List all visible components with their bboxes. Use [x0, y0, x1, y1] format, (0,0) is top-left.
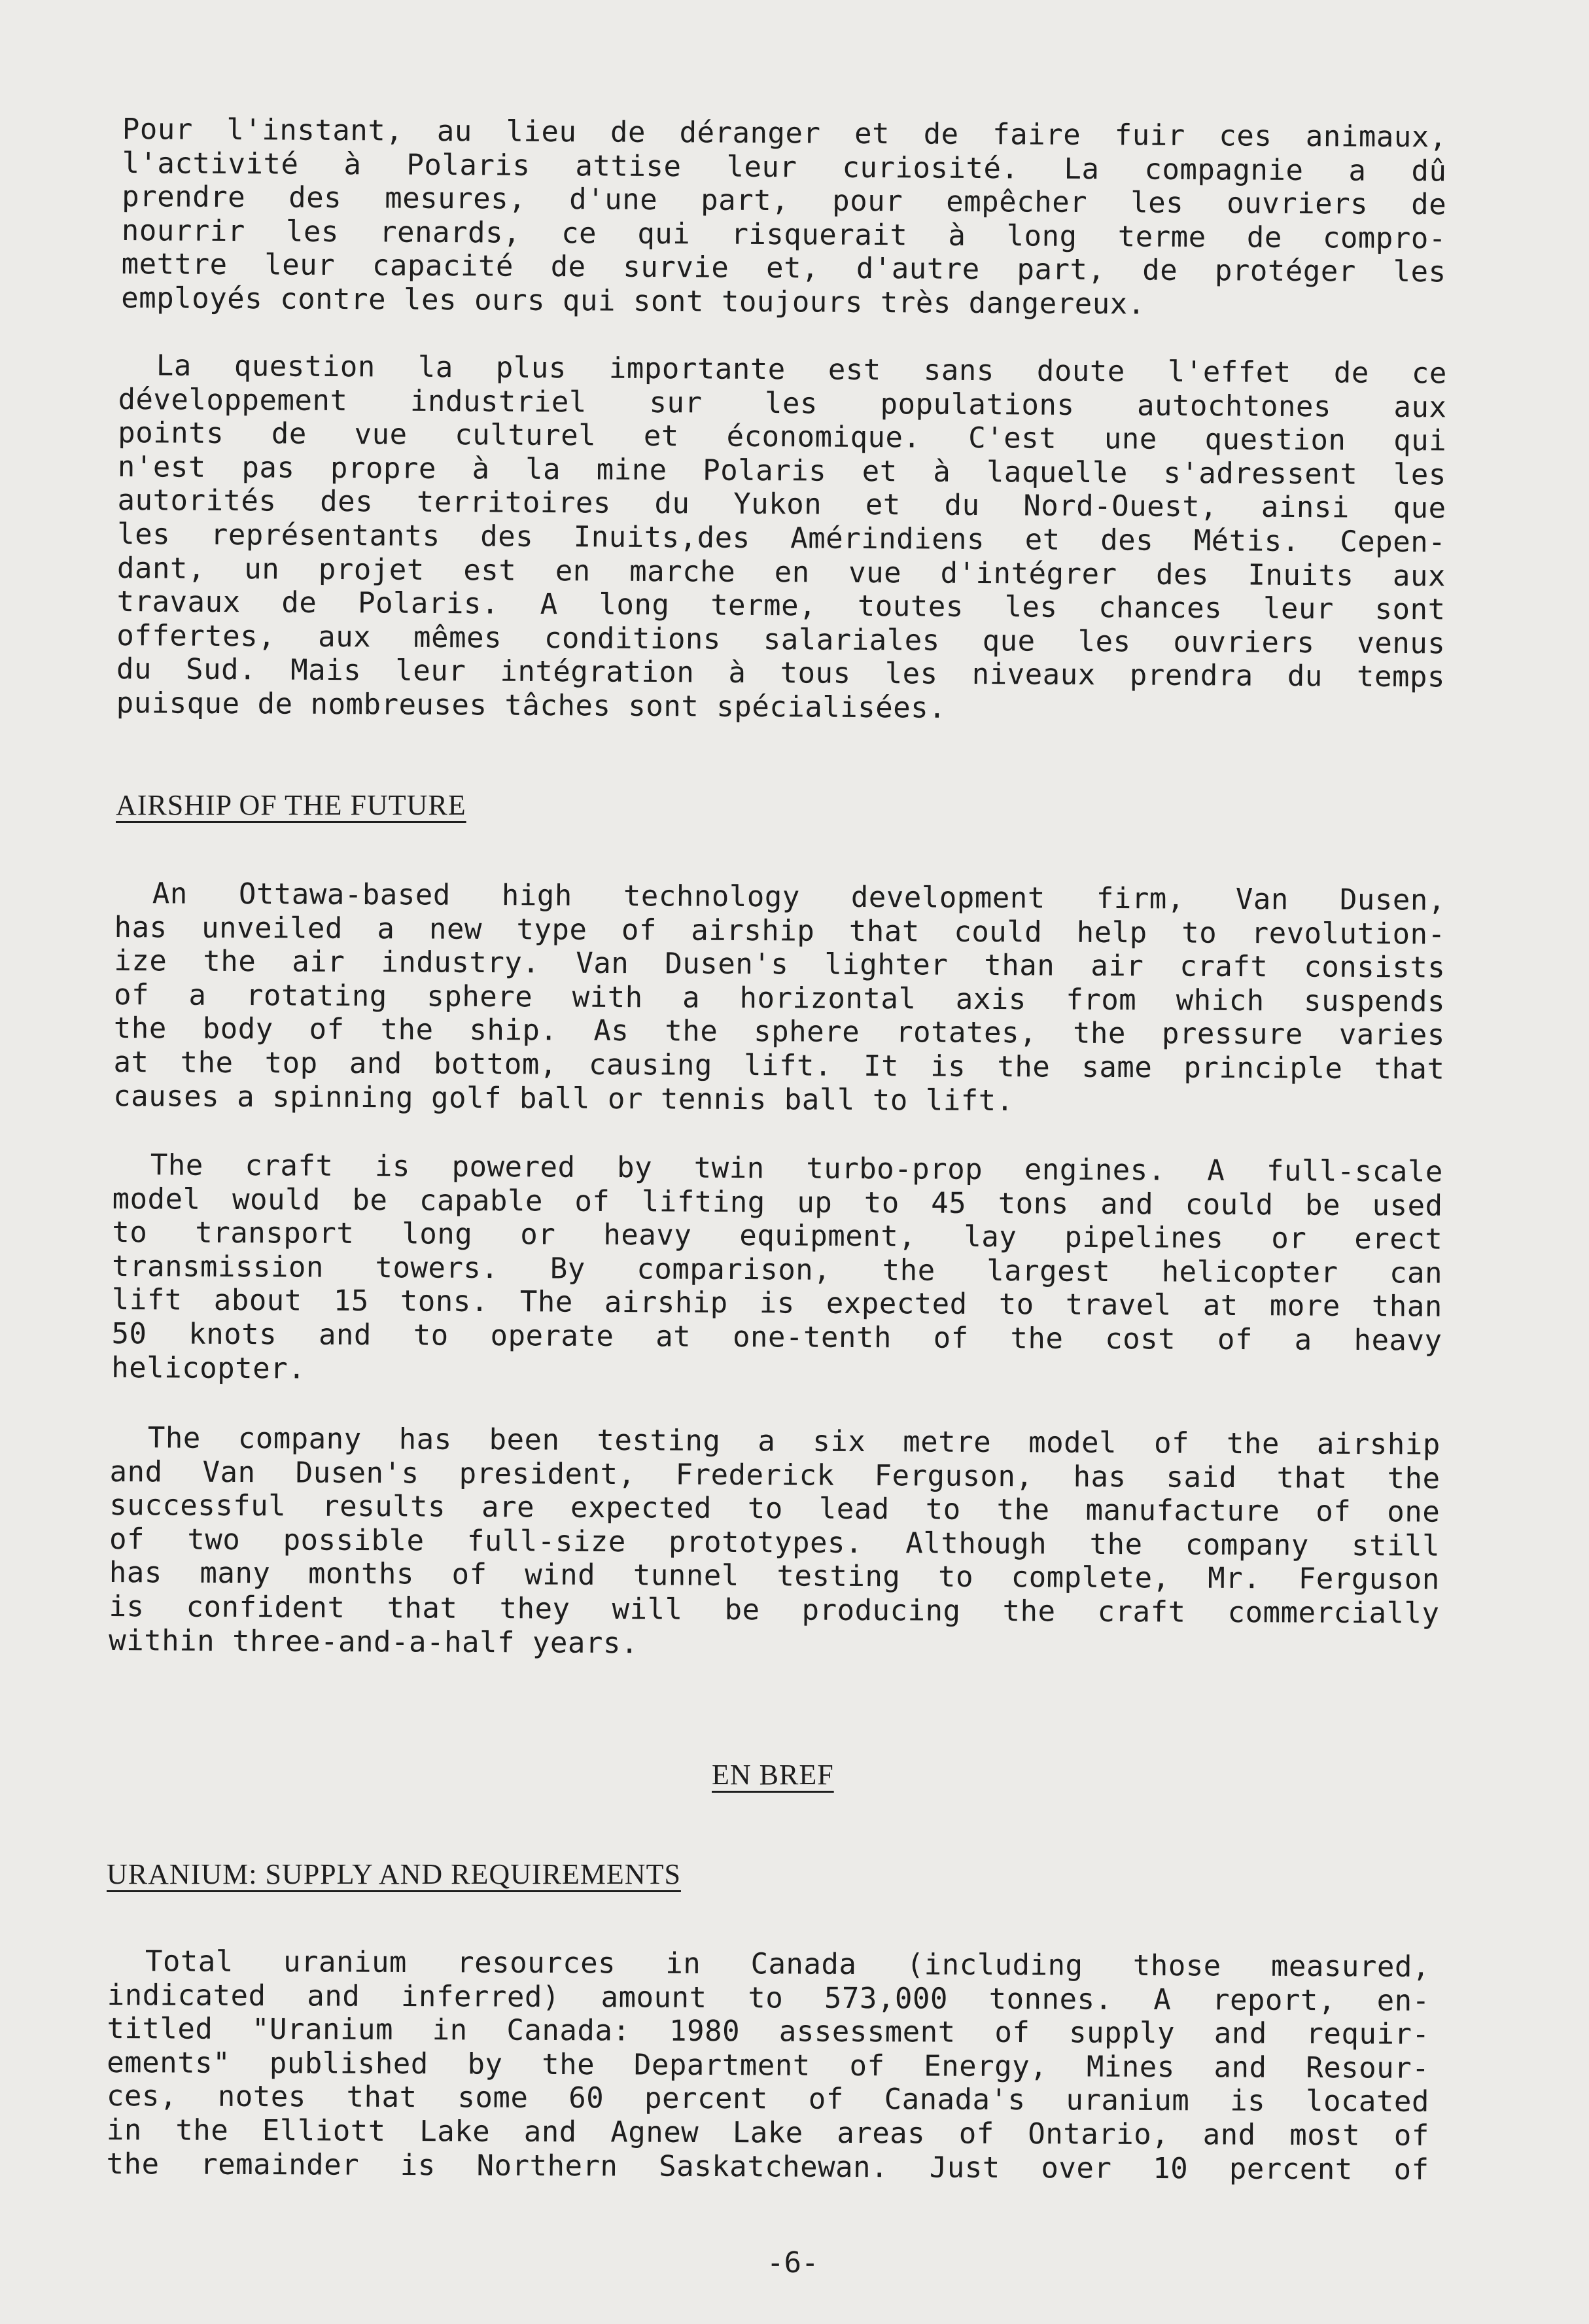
text-line: lift about 15 tons. The airship is expected to travel at more than: [111, 1283, 1442, 1324]
text-line: ces, notes that some 60 percent of Canada's uranium is located: [106, 2079, 1430, 2119]
text-line: [107, 1945, 1430, 1984]
text-line: 50 knots and to operate at one-tenth of the cost of a heavy: [111, 1316, 1442, 1358]
text-line-content: The craft is powered by twin turbo-prop engines. A full-scale: [150, 1148, 1443, 1189]
text-line: at the top and bottom, causing lift. It is the same principle that: [113, 1045, 1445, 1086]
page-number: -6-: [767, 2246, 819, 2280]
text-line-content: An Ottawa-based high technology development firm, Van Dusen,: [152, 877, 1446, 917]
text-line: développement industriel sur les populations autochtones aux: [118, 382, 1447, 424]
polaris-paragraph-2: [116, 349, 1447, 728]
en-bref-heading: EN BREF: [712, 1759, 834, 1791]
text-line: model would be capable of lifting up to 45 tons and could be used: [112, 1182, 1443, 1223]
text-line-content: Total uranium resources in Canada (including those measured,: [145, 1945, 1430, 1984]
text-line: travaux de Polaris. A long terme, toutes les chances leur sont: [116, 585, 1446, 627]
text-line: puisque de nombreuses tâches sont spécialisées.: [116, 686, 947, 725]
text-line: dant, un projet est en marche en vue d'intégrer des Inuits aux: [116, 551, 1446, 593]
text-line: points de vue culturel et économique. C'est une question qui: [118, 416, 1447, 458]
text-line: autorités des territoires du Yukon et du Nord-Ouest, ainsi que: [117, 484, 1446, 525]
text-line: du Sud. Mais leur intégration à tous les niveaux prendra du temps: [116, 652, 1446, 694]
text-line: les représentants des Inuits,des Amérindiens et des Métis. Cepen-: [117, 517, 1446, 559]
text-line: causes a spinning golf ball or tennis ball to lift.: [113, 1079, 1014, 1118]
text-line: within three-and-a-half years.: [109, 1623, 639, 1660]
text-line: titled "Uranium in Canada: 1980 assessment of supply and requir-: [107, 2012, 1430, 2052]
text-line: is confident that they will be producing the craft commercially: [109, 1589, 1440, 1630]
uranium-heading: URANIUM: SUPPLY AND REQUIREMENTS: [107, 1858, 681, 1890]
text-line: n'est pas propre à la mine Polaris et à laquelle s'adressent les: [117, 449, 1447, 492]
text-line-content: La question la plus importante est sans doute l'effet de ce: [156, 349, 1447, 391]
text-line: offertes, aux mêmes conditions salariales que les ouvriers venus: [116, 618, 1446, 661]
text-line: of two possible full-size prototypes. Although the company still: [109, 1522, 1441, 1563]
airship-heading: AIRSHIP OF THE FUTURE: [116, 789, 466, 821]
polaris-paragraph-1: [121, 113, 1447, 323]
text-line: in the Elliott Lake and Agnew Lake areas of Ontario, and most of: [106, 2113, 1429, 2153]
text-line: successful results are expected to lead to the manufacture of one: [109, 1488, 1441, 1529]
text-line-content: The company has been testing a six metre model of the airship: [147, 1421, 1441, 1462]
uranium-paragraph-1: [106, 1945, 1430, 2187]
text-line: has unveiled a new type of airship that could help to revolution-: [114, 910, 1446, 951]
text-line: ements" published by the Department of Energy, Mines and Resour-: [107, 2045, 1430, 2085]
airship-paragraph-2: [111, 1148, 1443, 1392]
airship-paragraph-3: [109, 1421, 1441, 1664]
text-line: to transport long or heavy equipment, lay pipelines or erect: [112, 1216, 1443, 1256]
text-line: helicopter.: [111, 1350, 306, 1386]
text-line: of a rotating sphere with a horizontal axis from which suspends: [113, 977, 1446, 1019]
text-line: and Van Dusen's president, Frederick Ferguson, has said that the: [109, 1454, 1441, 1496]
text-line: the remainder is Northern Saskatchewan. Just over 10 percent of: [106, 2147, 1429, 2187]
text-line: nourrir les renards, ce qui risquerait à long terme de compro-: [121, 213, 1447, 256]
text-line: transmission towers. By comparison, the largest helicopter can: [111, 1249, 1443, 1290]
text-line: has many months of wind tunnel testing to complete, Mr. Ferguson: [109, 1556, 1440, 1597]
text-line: Pour l'instant, au lieu de déranger et de faire fuir ces animaux,: [122, 113, 1447, 154]
text-line: ize the air industry. Van Dusen's lighter than air craft consists: [114, 944, 1446, 985]
text-line: prendre des mesures, d'une part, pour empêcher les ouvriers de: [122, 180, 1447, 222]
airship-paragraph-1: [113, 877, 1446, 1120]
text-line: l'activité à Polaris attise leur curiosité. La compagnie a dû: [122, 146, 1447, 188]
text-line: employés contre les ours qui sont toujours très dangereux.: [121, 281, 1145, 321]
text-line: the body of the ship. As the sphere rotates, the pressure varies: [113, 1012, 1445, 1053]
text-line: mettre leur capacité de survie et, d'autre part, de protéger les: [121, 247, 1446, 289]
text-line: indicated and inferred) amount to 573,000 tonnes. A report, en-: [107, 1978, 1430, 2018]
